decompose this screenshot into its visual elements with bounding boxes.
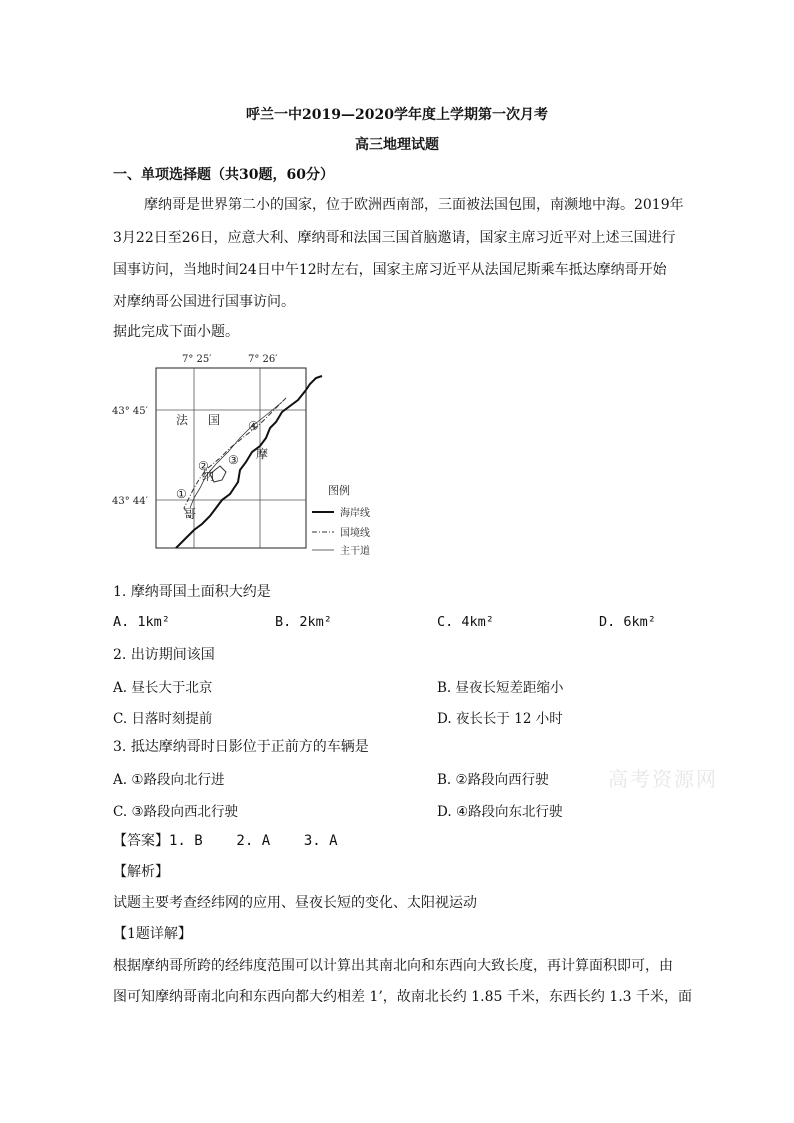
- detail-line-1: 根据摩纳哥所跨的经纬度范围可以计算出其南北向和东西向大致长度，再计算面积即可，由: [113, 958, 673, 974]
- legend-title: 图例: [328, 484, 350, 497]
- q1-option-d[interactable]: D. 6km²: [599, 614, 656, 630]
- q3-option-c[interactable]: C. ③路段向西北行驶: [113, 804, 239, 820]
- page-title: 呼兰一中2019—2020学年度上学期第一次月考: [246, 107, 548, 123]
- q1-option-b[interactable]: B. 2km²: [275, 614, 332, 630]
- question-2: [113, 644, 215, 666]
- q2-option-c[interactable]: C. 日落时刻提前: [113, 711, 213, 727]
- analysis-label: 【解析】: [113, 864, 169, 880]
- question-2-number: 2.: [113, 647, 127, 663]
- monaco-map: [110, 348, 410, 563]
- passage-line-2: 3月22日至26日，应意大利、摩纳哥和法国三国首脑邀请，国家主席习近平对上述三国进行: [113, 230, 676, 246]
- analysis-text: 试题主要考查经纬网的应用、昼夜长短的变化、太阳视运动: [113, 895, 477, 911]
- answer-line: [113, 830, 338, 852]
- q3-option-d[interactable]: D. ④路段向东北行驶: [437, 804, 563, 820]
- answer-values: 1. B 2. A 3. A: [169, 833, 338, 849]
- route-marker-2: ②: [198, 459, 209, 473]
- detail-line-2: 图可知摩纳哥南北向和东西向都大约相差 1’，故南北长约 1.85 千米，东西长约 1.3 千米，面: [113, 989, 693, 1005]
- route-marker-1: ①: [176, 487, 187, 501]
- page-subtitle: 高三地理试题: [355, 137, 439, 153]
- question-3-text: 抵达摩纳哥时日影位于正前方的车辆是: [130, 739, 369, 755]
- coastline: [176, 390, 306, 548]
- legend-label-road: 主干道: [340, 546, 370, 557]
- label-fa: 法: [176, 413, 189, 427]
- question-3: [113, 736, 369, 758]
- label-mo: 摩: [256, 447, 269, 461]
- passage-line-3: 国事访问，当地时间24日中午12时左右，国家主席习近平从法国尼斯乘车抵达摩纳哥开始: [113, 262, 667, 278]
- q2-option-d[interactable]: D. 夜长长于 12 小时: [437, 711, 563, 727]
- section-heading: 一、单项选择题（共30题，60分）: [113, 167, 334, 183]
- q1-option-a[interactable]: A. 1km²: [113, 614, 170, 630]
- passage-line-1: 摩纳哥是世界第二小的国家，位于欧洲西南部，三面被法国包围，南濒地中海。2019年: [144, 197, 684, 213]
- legend-label-border: 国境线: [340, 528, 370, 539]
- label-ge: 哥: [184, 507, 197, 521]
- passage-line-4: 对摩纳哥公国进行国事访问。: [113, 294, 295, 310]
- lat-label-1: 43° 45′: [112, 406, 148, 417]
- q2-option-a[interactable]: A. 昼长大于北京: [113, 680, 213, 696]
- label-guo: 国: [208, 413, 221, 427]
- answer-label: 【答案】: [113, 833, 169, 849]
- coastline-ext: [306, 376, 322, 390]
- q3-option-a[interactable]: A. ①路段向北行进: [113, 772, 225, 788]
- question-1-text: 摩纳哥国土面积大约是: [130, 584, 271, 600]
- q1-option-c[interactable]: C. 4km²: [437, 614, 494, 630]
- label-na: 纳: [202, 469, 215, 483]
- question-1-number: 1.: [113, 584, 127, 600]
- route-marker-3: ③: [228, 453, 239, 467]
- lon-label-2: 7° 26′: [248, 354, 278, 365]
- detail-label: 【1题详解】: [113, 926, 192, 942]
- question-2-text: 出访期间该国: [130, 647, 215, 663]
- passage-prompt: 据此完成下面小题。: [113, 324, 239, 340]
- q2-option-b[interactable]: B. 昼夜长短差距缩小: [437, 680, 564, 696]
- q3-option-b[interactable]: B. ②路段向西行驶: [437, 772, 549, 788]
- lat-label-2: 43° 44′: [112, 496, 148, 507]
- question-1: [113, 581, 271, 603]
- lon-label-1: 7° 25′: [182, 354, 212, 365]
- question-3-number: 3.: [113, 739, 127, 755]
- watermark: 高考资源网: [608, 767, 718, 791]
- legend-label-coast: 海岸线: [340, 508, 370, 519]
- route-marker-4: ④: [248, 419, 259, 433]
